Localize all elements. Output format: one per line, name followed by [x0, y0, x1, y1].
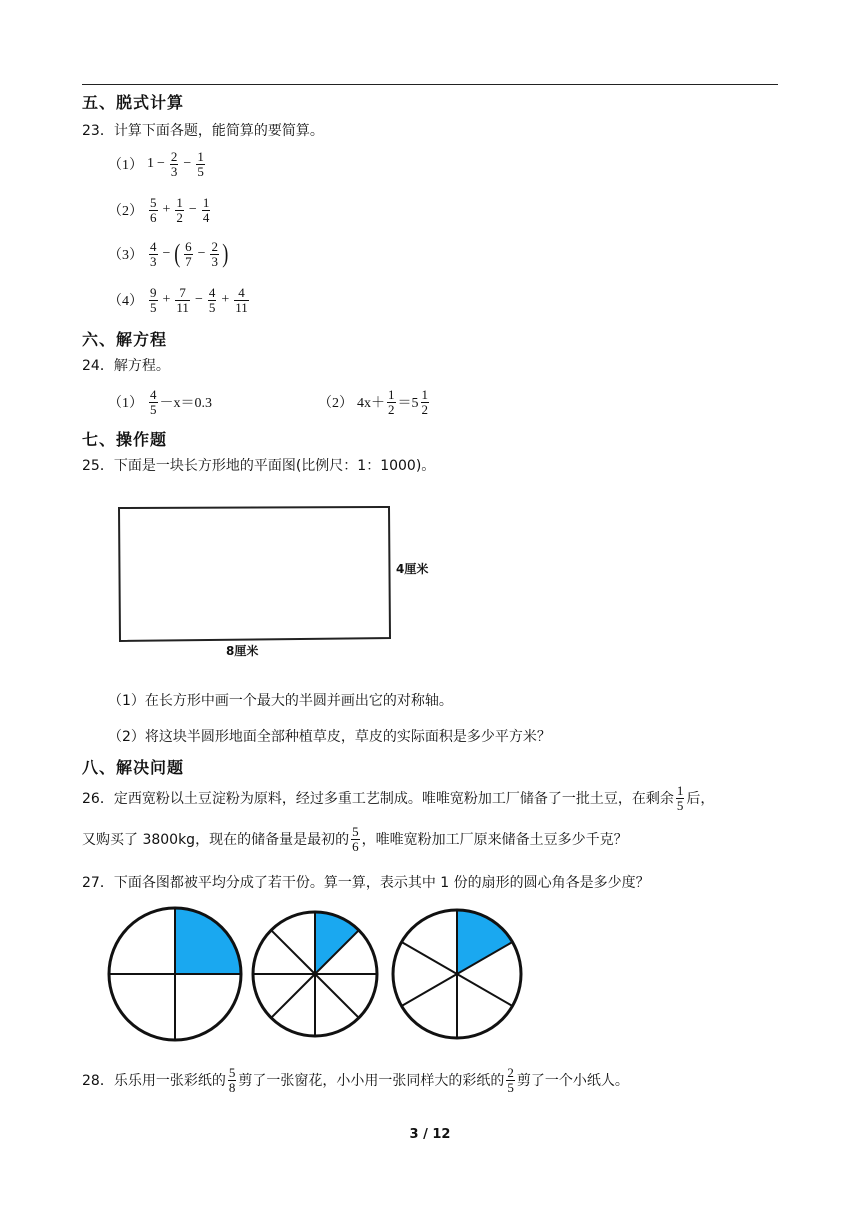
expression	[147, 388, 212, 416]
equation-mid: ＝5	[397, 396, 419, 412]
item-label: （2）	[318, 396, 353, 412]
question-text: 计算下面各题，能简算的要简算。	[113, 123, 324, 139]
section-heading-5: 五、脱式计算	[82, 93, 185, 112]
width-label: 8厘米	[226, 644, 259, 658]
rectangle-plan-figure	[110, 498, 450, 668]
question-number: 26．	[82, 791, 114, 808]
question-26-line2	[82, 825, 628, 853]
question-text: 解方程。	[113, 358, 170, 374]
question-25	[82, 455, 435, 475]
radius-line	[271, 974, 315, 1018]
question-number: 28．	[82, 1073, 114, 1090]
fraction: $\frac{1}{2}$	[176, 195, 183, 225]
expression	[357, 388, 431, 416]
question-25-sub2: （2）将这块半圆形地面全部种植草皮，草皮的实际面积是多少平方米？	[108, 729, 551, 745]
fraction: $\frac{1}{2}$	[388, 387, 395, 417]
rectangle-outline	[119, 507, 390, 641]
question-28	[82, 1066, 629, 1094]
fraction: $\frac{5}{6}$	[352, 824, 359, 854]
divided-circle	[393, 910, 521, 1038]
fraction: $\frac{4}{11}$	[235, 285, 248, 315]
item-23-1	[108, 150, 207, 178]
question-number: 24．	[82, 358, 114, 374]
question-number: 23．	[82, 123, 114, 139]
fraction: $\frac{1}{5}$	[676, 783, 684, 813]
question-text: 剪了一个小纸人。	[516, 1073, 629, 1090]
item-23-2	[108, 196, 212, 224]
fraction: $\frac{2}{5}$	[507, 1065, 514, 1095]
fraction: $\frac{2}{3}$	[211, 239, 218, 269]
fraction: $\frac{7}{11}$	[176, 285, 189, 315]
item-label: （4）	[108, 294, 143, 310]
equation-1	[108, 388, 212, 416]
item-23-4	[108, 286, 251, 314]
question-23	[82, 120, 324, 140]
radius-line	[457, 974, 512, 1006]
question-text: 下面各图都被平均分成了若干份。算一算，表示其中 1 份的扇形的圆心角各是多少度？	[113, 875, 650, 891]
item-label: （1）	[108, 396, 143, 412]
question-text-end: 后，	[686, 791, 715, 808]
divided-circle	[253, 912, 377, 1036]
question-text: 又购买了 3800kg，现在的储备量是最初的	[82, 832, 350, 849]
shaded-sector	[315, 912, 359, 974]
question-25-sub1: （1）在长方形中画一个最大的半圆并画出它的对称轴。	[108, 693, 453, 709]
equation-lead: 4x＋	[357, 396, 385, 412]
question-text: ，唯唯宽粉加工厂原来储备土豆多少千克？	[361, 832, 628, 849]
question-text: 剪了一张窗花，小小用一张同样大的彩纸的	[238, 1073, 505, 1090]
circles-figure	[100, 900, 530, 1050]
question-text: 乐乐用一张彩纸的	[113, 1073, 226, 1090]
fraction: $\frac{5}{6}$	[150, 195, 157, 225]
radius-line	[315, 974, 359, 1018]
fraction: $\frac{5}{8}$	[228, 1065, 236, 1095]
expression: $\frac{4}{3}$ − ( $\frac{6}{7}$ − $\frac{2}{3}$ )	[150, 239, 229, 269]
fraction: $\frac{1}{2}$	[421, 387, 428, 417]
fraction: $\frac{4}{3}$	[150, 239, 157, 269]
radius-line	[402, 974, 457, 1006]
item-label: （2）	[108, 204, 143, 220]
term: 1	[147, 156, 154, 172]
question-number: 27．	[82, 875, 114, 891]
section-heading-8: 八、解决问题	[82, 758, 185, 777]
fraction: $\frac{6}{7}$	[185, 239, 192, 269]
fraction: $\frac{4}{5}$	[208, 285, 216, 315]
height-label: 4厘米	[396, 562, 429, 576]
equation-2	[318, 388, 431, 416]
expression: $\frac{5}{6}$ + $\frac{1}{2}$ − $\frac{1}{4}$	[150, 195, 210, 225]
question-number: 25．	[82, 458, 114, 474]
fraction: $\frac{1}{5}$	[197, 149, 204, 179]
fraction: $\frac{1}{4}$	[202, 195, 210, 225]
question-27	[82, 872, 650, 892]
radius-line	[271, 930, 315, 974]
divided-circle	[109, 908, 241, 1040]
expression: $\frac{9}{5}$ + $\frac{7}{11}$ − $\frac{4}{5}$ + $\frac{4}{11}$	[150, 285, 248, 315]
fraction: $\frac{2}{3}$	[170, 149, 178, 179]
fraction: $\frac{9}{5}$	[150, 285, 157, 315]
question-26-line1	[82, 784, 714, 812]
section-heading-6: 六、解方程	[82, 330, 168, 349]
item-23-3	[108, 240, 230, 268]
section-heading-7: 七、操作题	[82, 430, 168, 449]
item-label: （3）	[108, 248, 143, 264]
question-24	[82, 355, 170, 375]
page-number: 3 / 12	[409, 1127, 451, 1142]
shaded-sector	[457, 910, 512, 974]
question-text: 定西宽粉以土豆淀粉为原料，经过多重工艺制成。唯唯宽粉加工厂储备了一批土豆，在剩余	[113, 791, 674, 808]
fraction: $\frac{4}{5}$	[150, 387, 157, 417]
item-label: （1）	[108, 158, 143, 174]
expression: 1 − $\frac{2}{3}$ − $\frac{1}{5}$	[147, 149, 204, 179]
radius-line	[402, 942, 457, 974]
equation-rest: －x＝0.3	[159, 396, 212, 412]
question-text: 下面是一块长方形地的平面图(比例尺：1：1000)。	[113, 458, 436, 474]
top-rule	[82, 84, 778, 85]
